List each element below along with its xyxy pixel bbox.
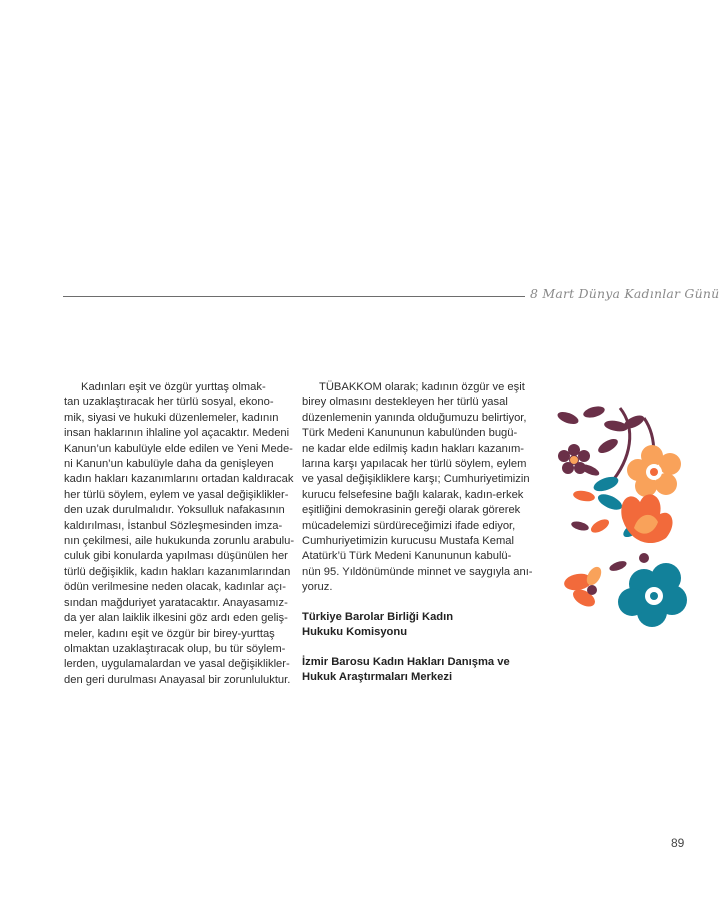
text-line: nün 95. Yıldönümünde minnet ve saygıyla anı-	[302, 565, 533, 578]
plum-leaf	[556, 410, 580, 427]
text-line: türlü değişiklik, kadın hakları kazanımlarından	[64, 565, 291, 578]
text-line: da yer alan laiklik ilkesini göz ardı eden geliş-	[64, 612, 288, 625]
text-line: meler, kadını eşit ve özgür bir birey-yurttaş	[64, 627, 275, 640]
text-line: kadın hakları kazanımlarını ortadan kaldıracak	[64, 473, 294, 486]
plum-leaf	[570, 520, 589, 532]
text-line: Kadınları eşit ve özgür yurttaş olmak-	[81, 381, 266, 393]
running-header-title: 8 Mart Dünya Kadınlar Günü	[530, 286, 719, 301]
small-plum-flower	[558, 444, 590, 474]
text-line: mik, siyasi ve hukuki düzenlemeler, kadının	[64, 411, 279, 424]
text-line: eşitliğini demokrasinin gereği olarak görerek	[302, 504, 521, 517]
header-rule	[63, 296, 525, 297]
text-line: Cumhuriyetimizin kurucusu Mustafa Kemal	[302, 535, 515, 548]
light-orange-flower	[627, 445, 681, 497]
left-column	[64, 380, 295, 688]
signature-line: Hukuku Komisyonu	[302, 626, 408, 639]
red-orange-flower	[563, 564, 604, 610]
text-line: tan uzaklaştıracak her türlü sosyal, ekono-	[64, 396, 274, 409]
text-line: düzenlemenin yanında olduğumuzu belirtiyor,	[302, 411, 527, 424]
text-line: culuk gibi konularda yapılması düşünülen her	[64, 550, 288, 563]
right-column	[302, 380, 533, 685]
text-line: mücadelemizi sürdüreceğimizi ifade ediyor,	[302, 519, 516, 532]
text-line: sından mağduriyet yaratacaktır. Anayasamız-	[64, 596, 288, 609]
page-number: 89	[671, 836, 685, 850]
text-line: lerden, uygulamalardan ve yasal değişiklikler-	[64, 658, 290, 671]
text-line: kaldırılması, İstanbul Sözleşmesinden imza-	[64, 519, 283, 532]
signature-line: Hukuk Araştırmaları Merkezi	[302, 670, 453, 683]
text-line: Atatürk’ü Türk Medeni Kanununun kabulü-	[302, 550, 512, 563]
body-paragraph-2	[302, 380, 533, 596]
plum-leaf	[596, 436, 620, 456]
text-line: ödün verilmesine neden olacak, kadınlar açı-	[64, 581, 287, 594]
text-line: yoruz.	[302, 581, 333, 594]
plum-leaf	[582, 404, 606, 419]
teal-flower	[618, 563, 687, 627]
text-line: ne kadar elde edilmiş kadın hakları kazanım-	[302, 442, 524, 455]
text-line: her türlü söylem, eylem ve yasal değişiklikler-	[64, 488, 289, 501]
text-line: TÜBAKKOM olarak; kadının özgür ve eşit	[319, 381, 525, 393]
text-line: larına karşı yapılacak her türlü söylem, eylem	[302, 458, 527, 471]
text-line: den geri durulması Anayasal bir zorunluluktur.	[64, 673, 291, 686]
text-line: nın çekilmesi, aile hukukunda zorunlu arabulu-	[64, 535, 295, 548]
text-line: kurucu felsefesine bağlı kalarak, kadın-erkek	[302, 488, 524, 501]
signature-line: İzmir Barosu Kadın Hakları Danışma ve	[302, 655, 510, 668]
text-line: ni Kanun’un kabulüyle daha da genişleyen	[64, 458, 274, 471]
plum-leaf	[608, 559, 628, 573]
orange-leaf	[572, 489, 595, 503]
text-line: Kanun’un kabulüyle elde edilen ve Yeni Mede-	[64, 442, 293, 455]
teal-leaf	[596, 491, 625, 513]
signature-izmir-barosu	[302, 655, 526, 686]
plum-berry	[639, 553, 649, 563]
text-line: insan haklarının ihlaline yol açacaktır. Medeni	[64, 427, 290, 440]
text-line: ve yasal değişikliklere karşı; Cumhuriyetimizin	[302, 473, 530, 486]
floral-ornament-illustration	[548, 398, 696, 628]
orange-leaf	[589, 517, 611, 536]
signature-line: Türkiye Barolar Birliği Kadın	[302, 610, 454, 623]
body-paragraph-1	[64, 380, 295, 688]
signature-tbb	[302, 610, 526, 641]
text-line: den uzak durulmalıdır. Yoksulluk nafakasının	[64, 504, 285, 517]
text-line: Türk Medeni Kanununun kabulünden bugü-	[302, 427, 518, 440]
text-line: olmaktan uzaklaştıracak olup, bu tür söylem-	[64, 642, 286, 655]
text-line: birey olmasını destekleyen her türlü yasal	[302, 396, 508, 409]
